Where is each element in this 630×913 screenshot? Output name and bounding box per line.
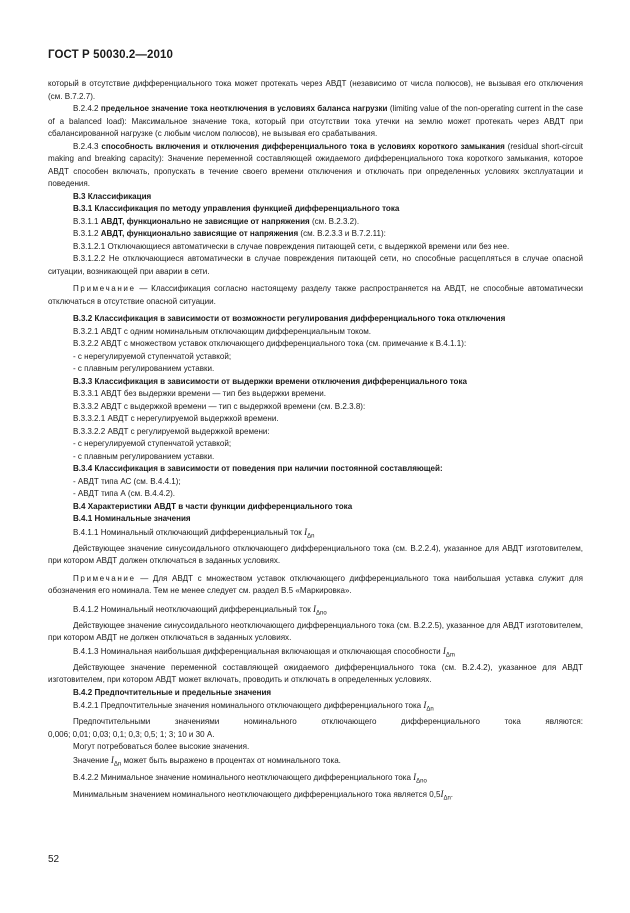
body-paragraph: - с плавным регулированием уставки. — [73, 451, 215, 461]
body-paragraph: Могут потребоваться более высокие значения. — [73, 742, 250, 752]
body-paragraph: В.3.2.1 АВДТ с одним номинальным отключающим дифференциальным током. — [73, 326, 372, 336]
body-paragraph: В.3.1.2 АВДТ, функционально зависящие от напряжения (см. В.2.3.3 и В.7.2.11): — [73, 229, 386, 238]
document-header: ГОСТ Р 50030.2—2010 — [48, 49, 173, 61]
document-body — [48, 78, 583, 805]
body-paragraph: В.2.4.2 предельное значение тока неотключения в условиях баланса нагрузки (limiting value of the non-operating current in the case of a balanced load): Максимальное значение тока, который при отсутствии тока утечки на землю может протекать через АВДТ при сбалансированной нагрузке (с любым числом полюсов), не вызывая его срабатывания. — [48, 104, 583, 138]
page-number: 52 — [48, 854, 60, 865]
body-paragraph: В.3.2.2 АВДТ с множеством уставок отключающего дифференциального тока (см. примечание к В.4.1.1): — [73, 339, 467, 348]
body-paragraph: - с нерегулируемой ступенчатой уставкой; — [73, 351, 232, 361]
body-paragraph: В.4.2.1 Предпочтительные значения номинального отключающего дифференциального тока $I_{\Delta n}$ — [73, 700, 434, 713]
note-paragraph: Примечание — Классификация согласно настоящему разделу также распространяется на АВДТ, не способные автоматически отключаться в отсутствие опасной ситуации. — [48, 284, 583, 306]
section-heading: В.3.2 Классификация в зависимости от возможности регулирования дифференциального тока отключения — [73, 314, 506, 323]
section-heading: В.4.1 Номинальные значения — [73, 514, 191, 523]
body-paragraph: который в отсутствие дифференциального тока может протекать через АВДТ (независимо от числа полюсов), не вызывая его отключения (см. В.7.2.7). — [48, 79, 583, 101]
body-paragraph: - с нерегулируемой ступенчатой уставкой; — [73, 439, 232, 448]
body-paragraph: В.3.1.1 АВДТ, функционально не зависящие от напряжения (см. В.2.3.2). — [73, 216, 360, 226]
section-heading: В.3.4 Классификация в зависимости от поведения при наличии постоянной составляющей: — [73, 464, 443, 473]
section-heading: В.3 Классификация — [73, 191, 152, 201]
body-paragraph: В.4.1.3 Номинальная наибольшая дифференциальная включающая и отключающая способности $I_{\Delta m}$ — [73, 645, 455, 659]
body-paragraph: - АВДТ типа А (см. В.4.4.2). — [73, 489, 176, 498]
body-paragraph: 0,006; 0,01; 0,03; 0,1; 0,3; 0,5; 1; 3; 10 и 30 А. — [48, 729, 215, 739]
body-paragraph: В.4.2.2 Минимальное значение номинального неотключающего дифференциального тока $I_{\Delta no}$ — [73, 772, 427, 785]
section-heading: В.3.1 Классификация по методу управления функцией дифференциального тока — [73, 204, 400, 213]
body-paragraph: В.4.1.1 Номинальный отключающий дифференциальный ток $I_{\Delta n}$ — [73, 526, 315, 540]
body-paragraph: В.4.1.2 Номинальный неотключающий дифференциальный ток $I_{\Delta no}$ — [73, 603, 327, 617]
body-paragraph: Действующее значение синусоидального неотключающего дифференциального тока (см. В.2.2.5), указанное для АВДТ изготовителем, при котором АВДТ не должен отключаться в заданных условиях. — [48, 620, 583, 643]
body-paragraph: - АВДТ типа АС (см. В.4.4.1); — [73, 476, 181, 486]
body-paragraph: Значение $I_{\Delta n}$ может быть выражено в процентах от номинального тока. — [73, 754, 341, 768]
body-paragraph: В.3.1.2.2 Не отключающиеся автоматически в случае повреждения питающей сети, но способные расцепляться в случае опасной ситуации, возникающей при аварии в сети. — [48, 254, 583, 276]
body-paragraph: В.2.4.3 способность включения и отключения дифференциального тока в условиях короткого замыкания (residual short-circuit making and breaking capacity): Значение переменной составляющей ожидаемого дифференциального тока короткого замыкания, которое АВДТ способен включать, пропускать в течение своего времени отключения и отключать при определенных условиях эксплуатации и поведения. — [48, 141, 583, 188]
note-paragraph: Примечание — Для АВДТ с множеством уставок отключающего дифференциального тока наибольшая уставка служит для обозначения его номинала. Тем не менее следует см. раздел В.5 «Маркировка». — [48, 573, 583, 596]
body-paragraph: В.3.3.2.2 АВДТ с регулируемой выдержкой времени: — [73, 426, 270, 436]
section-heading: В.3.3 Классификация в зависимости от выдержки времени отключения дифференциального тока — [73, 376, 467, 386]
body-paragraph: Минимальным значением номинального неотключающего дифференциального тока является $0,5I_{\Delta n}$. — [73, 789, 454, 802]
body-paragraph: - с плавным регулированием уставки. — [73, 364, 215, 373]
body-paragraph: В.3.1.2.1 Отключающиеся автоматически в случае повреждения питающей сети, с выдержкой времени или без нее. — [73, 241, 510, 251]
body-paragraph: В.3.3.2 АВДТ с выдержкой времени — тип с выдержкой времени (см. В.2.3.8): — [73, 401, 366, 411]
section-heading: В.4.2 Предпочтительные и предельные значения — [73, 687, 272, 697]
section-heading: В.4 Характеристики АВДТ в части функции дифференциального тока — [73, 501, 353, 511]
body-paragraph: В.3.3.1 АВДТ без выдержки времени — тип без выдержки времени. — [73, 389, 326, 398]
body-paragraph: Действующее значение синусоидального отключающего дифференциального тока (см. В.2.2.4), указанное для АВДТ изготовителем, при котором АВДТ должен отключаться в заданных условиях. — [48, 543, 583, 566]
body-paragraph: В.3.3.2.1 АВДТ с нерегулируемой выдержкой времени. — [73, 414, 279, 423]
body-paragraph: Действующее значение переменной составляющей ожидаемого дифференциального тока (см. В.2.4.2), указанное для АВДТ изготовителем, при котором АВДТ может включать, проводить и отключать в определенных условиях. — [48, 662, 583, 685]
body-paragraph: Предпочтительными значениями номинального отключающего дифференциального тока являются: — [73, 717, 583, 727]
